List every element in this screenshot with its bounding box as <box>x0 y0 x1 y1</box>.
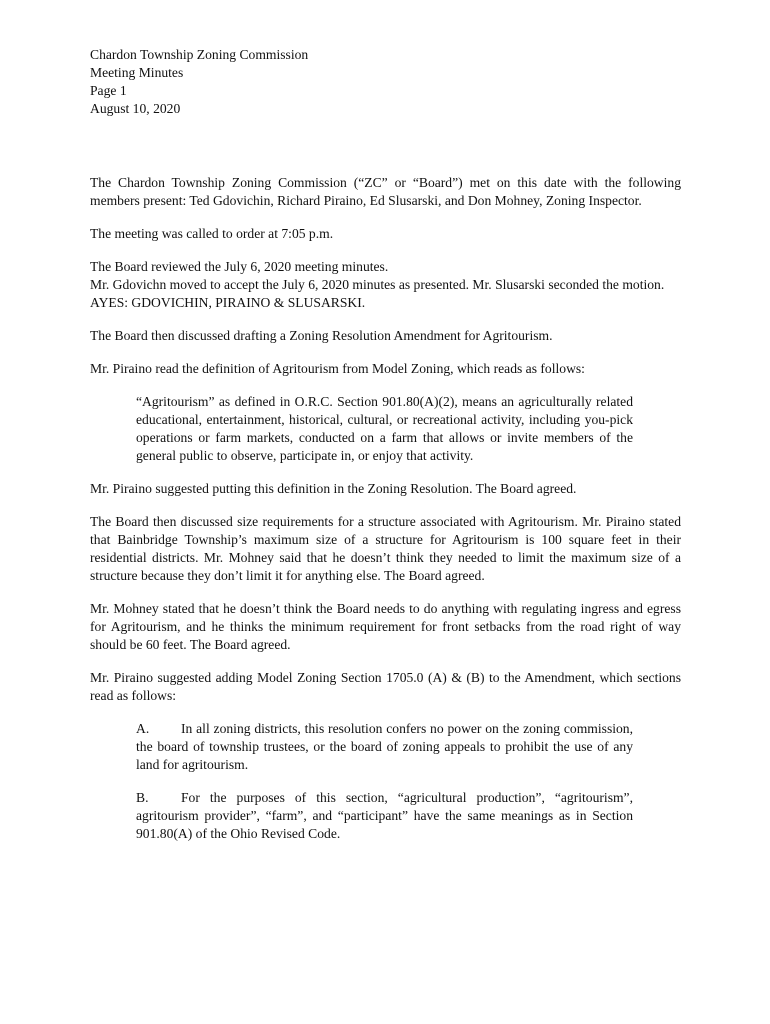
header-page-number: Page 1 <box>90 83 127 98</box>
header-date: August 10, 2020 <box>90 101 181 116</box>
ingress-egress-paragraph: Mr. Mohney stated that he doesn’t think the Board needs to do anything with regulating ingress and egress for Agritourism, and he thinks the minimum requirement for front setbacks from the road right of way should be 60 feet. The Board agreed. <box>90 601 681 652</box>
header-organization: Chardon Township Zoning Commission <box>90 47 309 62</box>
definition-suggestion-paragraph: Mr. Piraino suggested putting this definition in the Zoning Resolution. The Board agreed. <box>90 481 577 496</box>
size-requirements-paragraph: The Board then discussed size requirements for a structure associated with Agritourism. Mr. Piraino stated that Bainbridge Township’s maximum size of a structure for Agritourism is 100 square feet in their residential districts. Mr. Mohney said that he doesn’t think they needed to limit the maximum size of a structure because they don’t limit it for anything else. The Board agreed. <box>90 514 681 583</box>
drafting-paragraph: The Board then discussed drafting a Zoning Resolution Amendment for Agritourism. <box>90 328 553 343</box>
intro-paragraph: The Chardon Township Zoning Commission (“ZC” or “Board”) met on this date with the following members present: Ted Gdovichin, Richard Piraino, Ed Slusarski, and Don Mohney, Zoning Inspector. <box>90 175 681 208</box>
section-item-b <box>136 789 633 843</box>
section-item-text: For the purposes of this section, “agricultural production”, “agritourism”, agritourism provider”, “farm”, and “participant” have the same meanings as in Section 901.80(A) of the Ohio Revised Code. <box>136 790 633 841</box>
section-item-letter: A. <box>136 721 150 736</box>
ayes-line: AYES: GDOVICHIN, PIRAINO & SLUSARSKI. <box>90 295 366 310</box>
motion-paragraph: Mr. Gdovichn moved to accept the July 6, 2020 minutes as presented. Mr. Slusarski seconded the motion. <box>90 277 665 292</box>
section-item-letter: B. <box>136 790 149 805</box>
definition-quote: “Agritourism” as defined in O.R.C. Section 901.80(A)(2), means an agriculturally related educational, entertainment, historical, cultural, or recreational activity, including you-pick operations or farm markets, conducted on a farm that allows or invite members of the general public to observe, participate in, or enjoy that activity. <box>136 394 633 463</box>
minutes-approval-section <box>90 258 681 312</box>
header-title: Meeting Minutes <box>90 65 184 80</box>
section-item-text: In all zoning districts, this resolution confers no power on the zoning commission, the board of township trustees, or the board of zoning appeals to prohibit the use of any land for agritourism. <box>136 721 633 772</box>
minutes-review-line: The Board reviewed the July 6, 2020 meeting minutes. <box>90 259 389 274</box>
section-item-a <box>136 720 633 774</box>
section-suggestion-paragraph: Mr. Piraino suggested adding Model Zoning Section 1705.0 (A) & (B) to the Amendment, which sections read as follows: <box>90 670 681 703</box>
definition-intro-paragraph: Mr. Piraino read the definition of Agritourism from Model Zoning, which reads as follows: <box>90 361 585 376</box>
document-header <box>90 46 681 118</box>
call-to-order-paragraph: The meeting was called to order at 7:05 p.m. <box>90 226 334 241</box>
document-page <box>90 46 681 858</box>
